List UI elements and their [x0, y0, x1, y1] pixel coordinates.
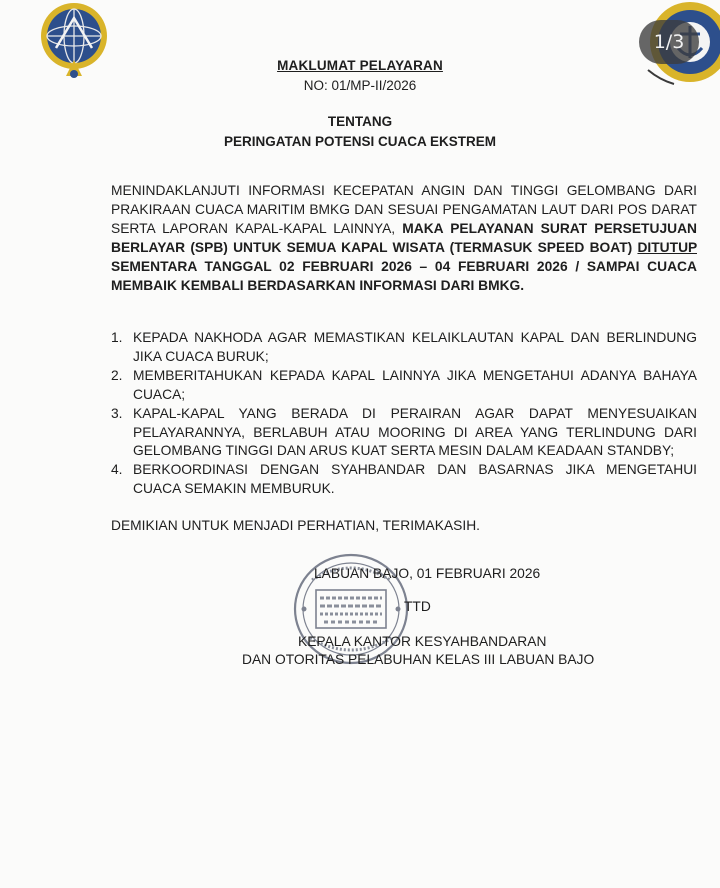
intro-bold-text-2: SEMENTARA TANGGAL 02 FEBRUARI 2026 – 04 FEBRUARI 2026 / SAMPAI CUACA MEMBAIK KEMBALI BERDASARKAN INFORMASI DARI BMKG. [111, 258, 697, 293]
signature-place-date: LABUAN BAJO, 01 FEBRUARI 2026 [314, 566, 541, 581]
document-title: MAKLUMAT PELAYARAN [277, 58, 443, 73]
list-item-text: MEMBERITAHUKAN KEPADA KAPAL LAINNYA JIKA MENGETAHUI ADANYA BAHAYA CUACA; [133, 367, 697, 402]
list-item-text: KAPAL-KAPAL YANG BERADA DI PERAIRAN AGAR DAPAT MENYESUAIKAN PELAYARANNYA, BERLABUH ATAU MOORING DI AREA YANG TERLINDUNG DARI GELOMBANG TINGGI DAN ARUS KUAT SERTA MESIN DALAM KEADAAN STANDBY; [133, 405, 697, 459]
intro-bold-text: MAKA PELAYANAN SURAT PERSETUJUAN BERLAYAR (SPB) UNTUK SEMUA KAPAL WISATA (TERMASUK SPEED BOAT) [111, 220, 698, 255]
list-item-number: 3. [111, 405, 123, 421]
document-subject: PERINGATAN POTENSI CUACA EKSTREM [223, 134, 496, 149]
instruction-list [111, 329, 697, 499]
list-item-text: BERKOORDINASI DENGAN SYAHBANDAR DAN BASARNAS JIKA MENGETAHUI CUACA SEMAKIN MEMBURUK. [133, 462, 697, 497]
list-item-number: 4. [111, 462, 123, 478]
about-label: TENTANG [327, 114, 393, 129]
signatory-title-line-2: DAN OTORITAS PELABUHAN KELAS III LABUAN BAJO [242, 652, 595, 667]
list-item-number: 2. [111, 367, 123, 383]
intro-paragraph [111, 182, 697, 295]
intro-text: MENINDAKLANJUTI INFORMASI KECEPATAN ANGIN DAN TINGGI GELOMBANG DARI PRAKIRAAN CUACA MARITIM BMKG DAN SESUAI PENGAMATAN LAUT DARI POS DARAT SERTA LAPORAN KAPAL-KAPAL LAINNYA, [111, 183, 697, 236]
document-number: NO: 01/MP-II/2026 [303, 78, 417, 93]
list-item [111, 367, 697, 405]
closed-keyword: DITUTUP [637, 239, 697, 255]
signature-ttd: TTD [404, 599, 431, 614]
closing-line: DEMIKIAN UNTUK MENJADI PERHATIAN, TERIMAKASIH. [111, 518, 480, 533]
signatory-title-line-1: KEPALA KANTOR KESYAHBANDARAN [298, 634, 547, 649]
page-counter-badge: 1/3 [639, 20, 699, 64]
list-item [111, 461, 697, 499]
list-item-text: KEPADA NAKHODA AGAR MEMASTIKAN KELAIKLAUTAN KAPAL DAN BERLINDUNG JIKA CUACA BURUK; [133, 330, 697, 364]
list-item-number: 1. [111, 330, 123, 345]
list-item [111, 329, 697, 367]
list-item [111, 405, 697, 462]
